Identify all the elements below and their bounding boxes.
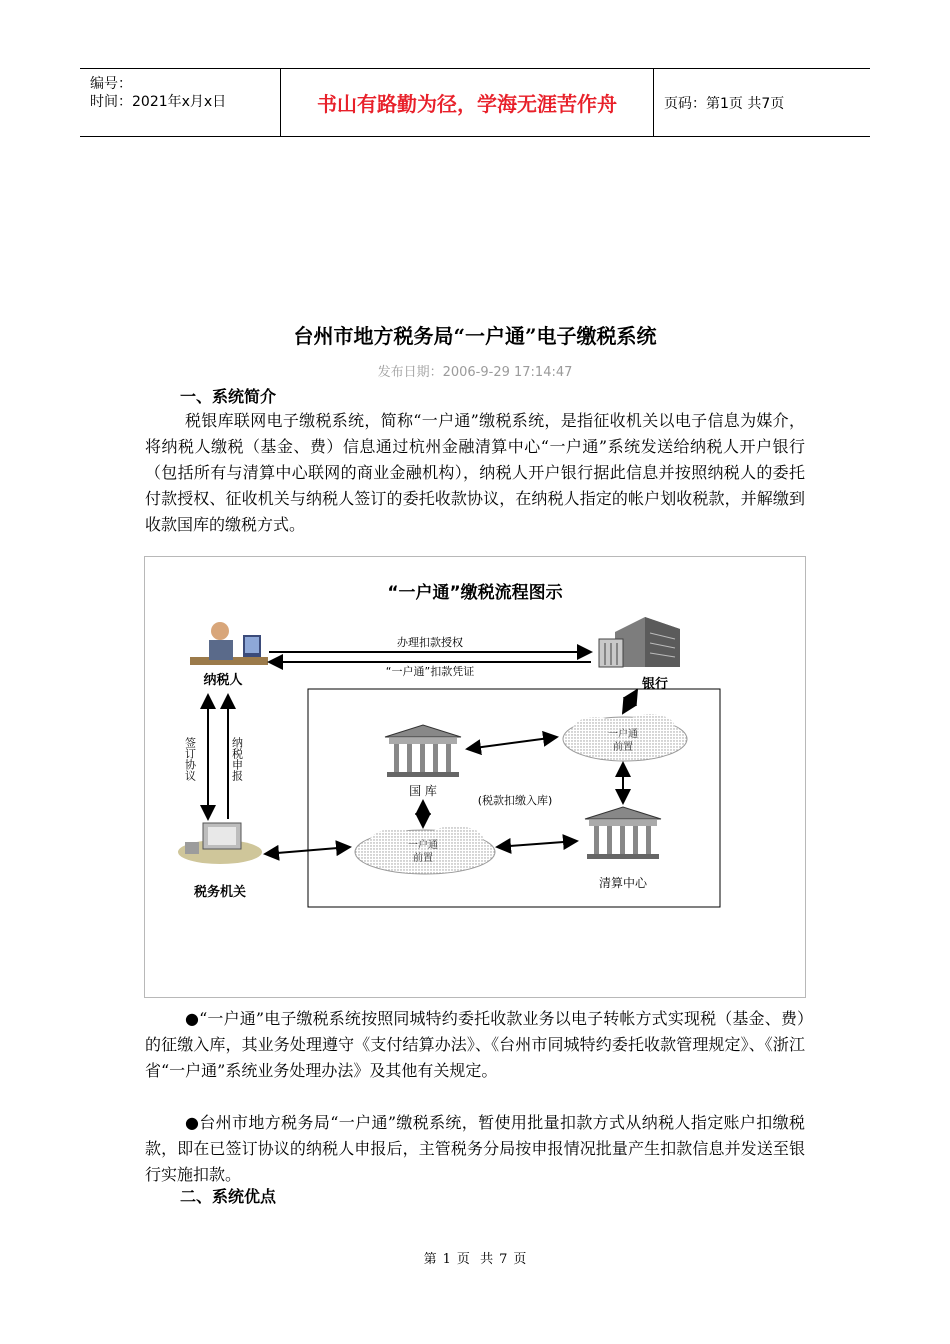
- treasury-label: 国 库: [409, 784, 437, 798]
- page-info: [664, 69, 870, 136]
- motto: 书山有路勤为径，学海无涯苦作舟: [281, 69, 654, 136]
- tax-office-label: 税务机关: [193, 885, 247, 900]
- tax-frontend-line1: 一户通: [408, 840, 438, 851]
- article-title: 台州市地方税务局“一户通”电子缴税系统: [293, 324, 657, 348]
- page-info-text: 页码：第1页 共7页: [664, 95, 785, 112]
- bullet-paragraph-2: ●台州市地方税务局“一户通”缴税系统，暂使用批量扣款方式从纳税人指定账户扣缴税款，即在已签订协议的纳税人申报后，主管税务分局按申报情况批量产生扣款信息并发送至银行实施扣款。: [145, 1113, 805, 1184]
- clearing-center-icon: [585, 807, 661, 859]
- diagram-caption: (税款扣缴入库): [477, 794, 553, 807]
- time-label: 时间：2021年x月x日: [90, 94, 227, 110]
- bank-building-icon: [599, 617, 680, 667]
- arrow-treasury-bankfront: [467, 737, 557, 749]
- tax-declaration-label: 纳税申报: [230, 737, 244, 781]
- footer-page-num: 1: [442, 1252, 451, 1267]
- taxpayer-icon: [190, 622, 268, 665]
- bullet-paragraph-1: ●“一户通”电子缴税系统按照同城特约委托收款业务以电子转帐方式实现税（基金、费）的征缴入库，其业务处理遵守《支付结算办法》、《台州市同城特约委托收款管理规定》、《浙江省“一户通”系统业务处理办法》及其他有关规定。: [145, 1009, 805, 1080]
- footer-page-unit: 页: [456, 1252, 470, 1267]
- clearing-center-label: 清算中心: [598, 876, 648, 890]
- diagram-title: “一户通”缴税流程图示: [387, 583, 563, 603]
- bank-frontend-line1: 一户通: [608, 729, 638, 740]
- header-left-cell: [80, 69, 281, 136]
- arrow-authorization-label: 办理扣款授权: [397, 636, 463, 649]
- page-header: [80, 68, 870, 137]
- taxpayer-label: 纳税人: [203, 673, 243, 688]
- footer-total-unit: 页: [513, 1252, 527, 1267]
- footer-total-num: 7: [499, 1252, 508, 1267]
- flow-diagram: [144, 556, 806, 998]
- section1-paragraph: 税银库联网电子缴税系统，简称“一户通”缴税系统，是指征收机关以电子信息为媒介，将纳税人缴税（基金、费）信息通过杭州金融清算中心“一户通”系统发送给纳税人开户银行（包括所有与清算中心联网的商业金融机构），纳税人开户银行据此信息并按照纳税人的委托付款授权、征收机关与纳税人签订的委托收款协议，在纳税人指定的帐户划收税款，并解缴到收款国库的缴税方式。: [145, 411, 805, 534]
- page-footer: [0, 1248, 950, 1267]
- tax-frontend-line2: 前置: [413, 853, 433, 864]
- bank-label: 银行: [641, 677, 669, 692]
- arrow-taxfront-clearing: [497, 841, 577, 847]
- arrow-bank-bankfront: [623, 690, 637, 713]
- bank-frontend-line2: 前置: [613, 742, 633, 753]
- section1-heading: 一、系统简介: [180, 387, 277, 406]
- sign-agreement-label: 签订协议: [183, 737, 197, 781]
- footer-total-word: 共: [480, 1252, 494, 1267]
- treasury-building-icon: [385, 725, 461, 777]
- publish-date: 发布日期：2006-9-29 17:14:47: [377, 365, 573, 380]
- number-label: 编号：: [90, 76, 132, 92]
- footer-page-word: 第: [423, 1252, 437, 1267]
- arrow-voucher-label: “一户通”扣款凭证: [385, 665, 475, 678]
- tax-office-icon: [178, 823, 262, 864]
- section2-heading: 二、系统优点: [180, 1187, 277, 1206]
